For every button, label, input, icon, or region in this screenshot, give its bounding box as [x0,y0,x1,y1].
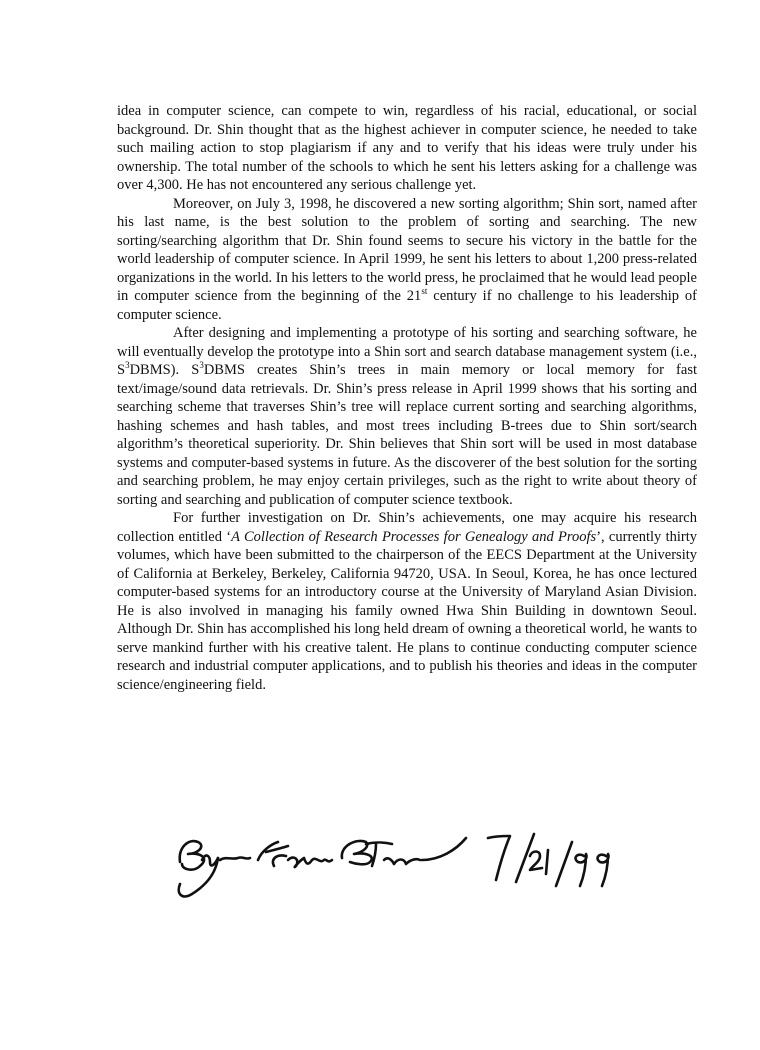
paragraph-4-text-b: ’, currently thirty volumes, which have been submitted to the chairperson of the EECS Department at the University of California at Berkeley, Berkeley, California 94720, USA. In Seoul, Korea, he has once lectured computer-based systems for an introductory course at the University of Maryland Asian Division. He is also involved in managing his family owned Hwa Shin Building in downtown Seoul. Although Dr. Shin has accomplished his long held dream of owning a theoretical world, he wants to serve mankind further with his creative talent. He plans to continue conducting computer science research and industrial computer applications, and to publish his theories and ideas in the computer science/engineering field. [117,528,697,693]
paragraph-3-superscript-2: 3 [199,360,204,371]
paragraph-3-text-a: After designing and implementing a prototype of his sorting and searching software, he will eventually develop the prototype into a Shin sort and search database management system (i.e., S [117,325,697,378]
paragraph-4-text-a: For further investigation on Dr. Shin’s achievements, one may acquire his research collection entitled ‘ [117,510,697,545]
paragraph-1-text: idea in computer science, can compete to win, regardless of his racial, educational, or social background. Dr. Shin thought that as the highest achiever in computer science, he needed to take such mailing action to stop plagiarism if any and to verify that his ideas were truly under his ownership. The total number of the schools to which he sent his letters asking for a challenge was over 4,300. He has not encountered any serious challenge yet. [117,103,697,193]
signature-area [170,820,630,900]
paragraph-3-text-b: DBMS). S [129,362,200,378]
paragraph-1 [117,102,697,195]
paragraph-3 [117,324,697,509]
paragraph-2-text-a: Moreover, on July 3, 1998, he discovered a new sorting algorithm; Shin sort, named after his last name, is the best solution to the problem of sorting and searching. The new sorting/searching algorithm that Dr. Shin found seems to secure his victory in the battle for the world leadership of computer science. In April 1999, he sent his letters to about 1,200 press-related organizations in the world. In his letters to the world press, he proclaimed that he would lead people in computer science from the beginning of the 21 [117,195,697,304]
document-body [117,102,697,694]
paragraph-4 [117,509,697,694]
paragraph-2-text-b: century if no challenge to his leadership of computer science. [117,288,697,323]
paragraph-3-superscript-1: 3 [125,360,130,371]
paragraph-2-superscript: st [421,286,428,297]
paragraph-4-book-title: A Collection of Research Processes for Genealogy and Proofs [231,528,597,545]
handwritten-signature-icon [170,820,630,900]
paragraph-3-text-c: DBMS creates Shin’s trees in main memory or local memory for fast text/image/sound data retrievals. Dr. Shin’s press release in April 1999 shows that his sorting and searching scheme that traverses Shin’s tree will replace current sorting and searching algorithms, hashing schemes and hash tables, and most trees including B-trees due to Shin sort/search algorithm’s theoretical superiority. Dr. Shin believes that Shin sort will be used in most database systems and computer-based systems in future. As the discoverer of the best solution for the sorting and searching problem, he may enjoy certain privileges, such as the right to write about theory of sorting and searching and publication of computer science textbook. [117,362,697,508]
paragraph-2 [117,195,697,325]
